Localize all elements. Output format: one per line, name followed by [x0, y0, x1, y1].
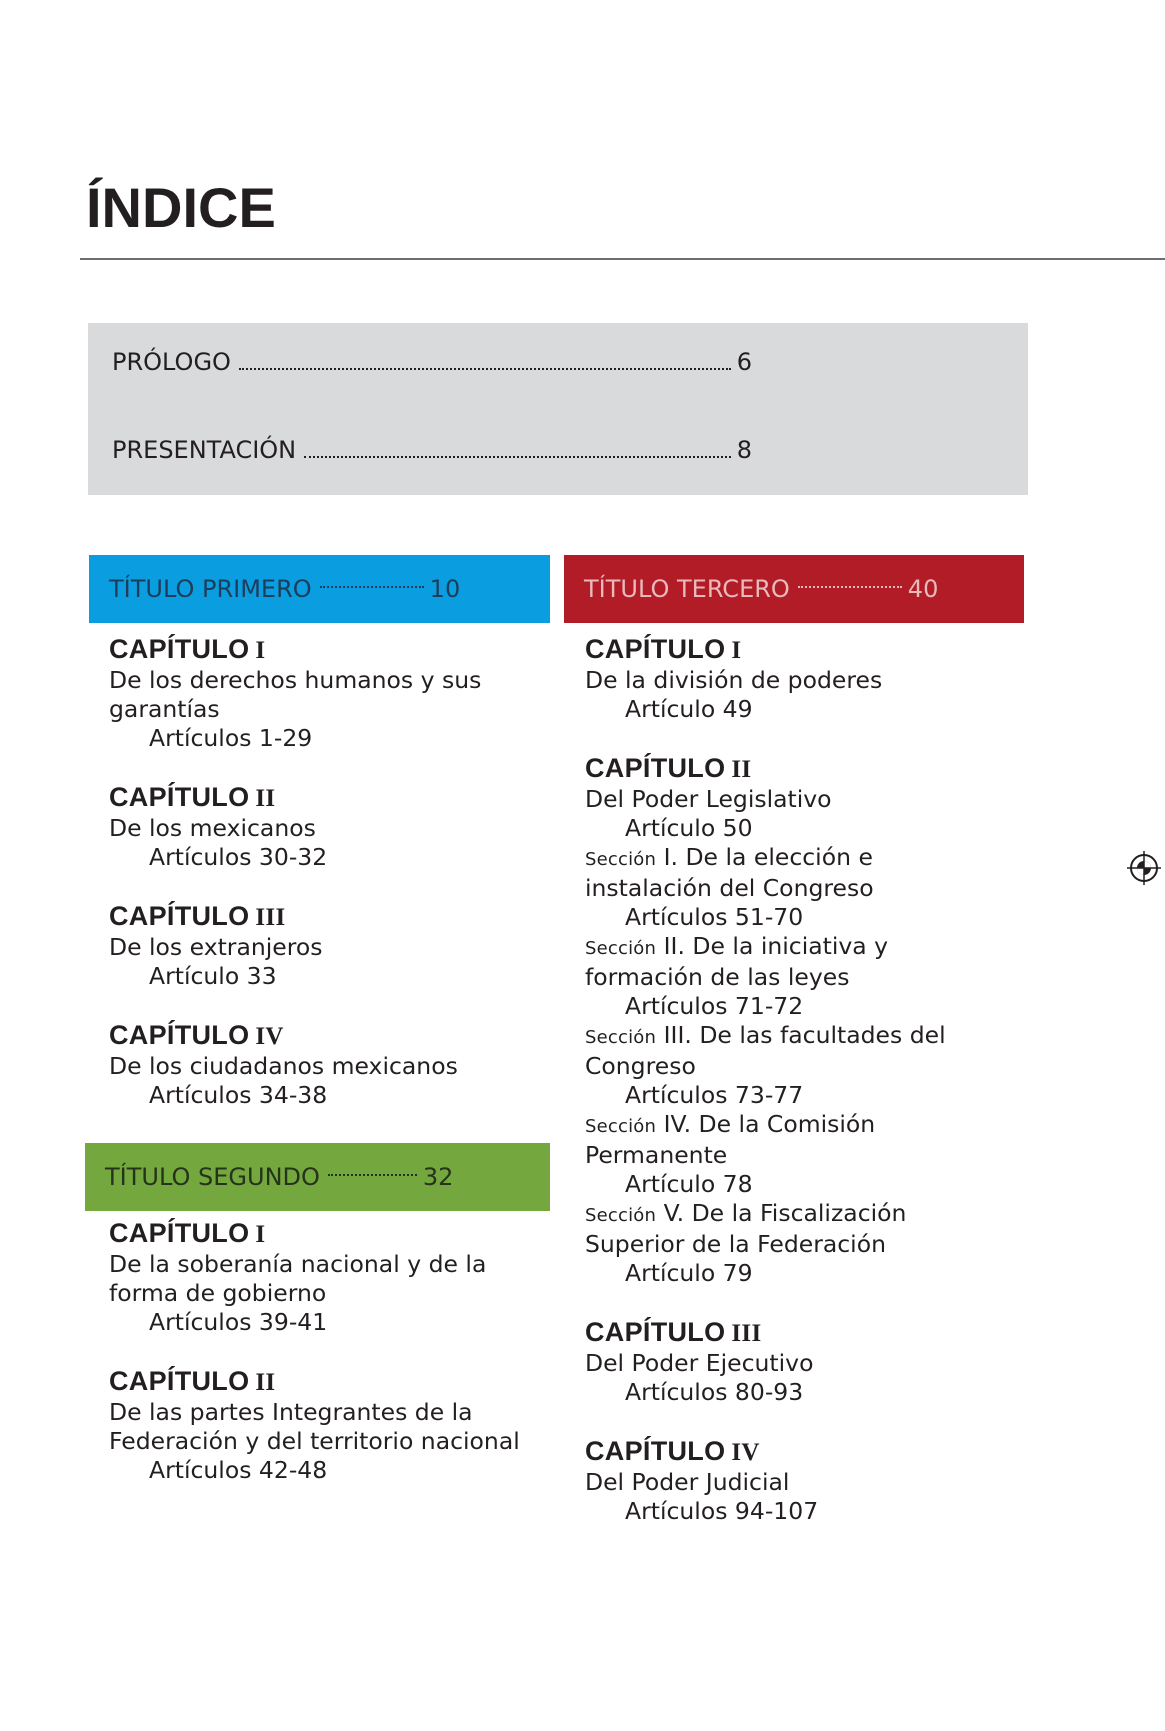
title-band-label: TÍTULO PRIMERO [109, 575, 312, 603]
toc-entry-prologo[interactable] [112, 348, 752, 376]
chapter-title: Del Poder Ejecutivo [585, 1349, 814, 1377]
front-matter-box [88, 323, 1028, 495]
chapter-title: Del Poder Legislativo [585, 785, 832, 813]
article-range: Artículos 42-48 [149, 1456, 328, 1484]
chapter-heading: CAPÍTULO IV [109, 1020, 284, 1050]
chapter-entry[interactable] [109, 1218, 559, 1337]
title-band-tercero[interactable] [564, 555, 1024, 623]
chapter-entry[interactable] [109, 1366, 559, 1485]
article-range: Artículos 30-32 [149, 843, 328, 871]
dot-leader [320, 586, 424, 588]
article-range: Artículo 78 [625, 1170, 753, 1198]
toc-entry-page: 6 [736, 348, 752, 376]
chapter-entry[interactable] [109, 901, 549, 991]
titulo-tercero-chapters [585, 634, 1025, 1555]
dot-leader [239, 368, 731, 370]
section-title: Sección I. De la elección e [585, 843, 873, 871]
chapter-heading: CAPÍTULO I [109, 634, 266, 664]
article-range: Artículos 39-41 [149, 1308, 328, 1336]
toc-entry-label: PRÓLOGO [112, 348, 231, 376]
article-range: Artículos 51-70 [625, 903, 804, 931]
chapter-title: De la división de poderes [585, 666, 883, 694]
article-range: Artículos 73-77 [625, 1081, 804, 1109]
chapter-entry[interactable] [585, 1436, 1025, 1526]
title-band-segundo[interactable] [85, 1143, 550, 1211]
chapter-heading: CAPÍTULO II [585, 753, 752, 783]
section-title: formación de las leyes [585, 963, 850, 991]
title-band-page: 32 [422, 1163, 454, 1191]
chapter-title: Federación y del territorio nacional [109, 1427, 520, 1455]
title-band-primero[interactable] [89, 555, 550, 623]
article-range: Artículos 34-38 [149, 1081, 328, 1109]
dot-leader [798, 586, 902, 588]
dot-leader [328, 1174, 417, 1176]
chapter-heading: CAPÍTULO III [109, 901, 286, 931]
chapter-entry[interactable] [109, 634, 549, 753]
titulo-primero-chapters [109, 634, 549, 1139]
chapter-heading: CAPÍTULO III [585, 1317, 762, 1347]
toc-entry-presentacion[interactable] [112, 436, 752, 464]
section-title: Superior de la Federación [585, 1230, 886, 1258]
article-range: Artículo 79 [625, 1259, 753, 1287]
article-range: Artículo 50 [625, 814, 753, 842]
dot-leader [304, 456, 731, 458]
chapter-heading: CAPÍTULO II [109, 1366, 276, 1396]
chapter-entry[interactable] [109, 1020, 549, 1110]
registration-mark-icon [1126, 850, 1162, 886]
title-band-page: 10 [429, 575, 461, 603]
article-range: Artículos 1-29 [149, 724, 313, 752]
chapter-heading: CAPÍTULO IV [585, 1436, 760, 1466]
chapter-title: De los ciudadanos mexicanos [109, 1052, 458, 1080]
chapter-title: Del Poder Judicial [585, 1468, 790, 1496]
title-divider [80, 258, 1165, 260]
section-title: instalación del Congreso [585, 874, 874, 902]
title-band-page: 40 [907, 575, 939, 603]
title-band-label: TÍTULO SEGUNDO [105, 1163, 320, 1191]
article-range: Artículos 94-107 [625, 1497, 819, 1525]
section-title: Sección IV. De la Comisión [585, 1110, 876, 1138]
section-entry[interactable] [585, 843, 1025, 932]
chapter-heading: CAPÍTULO I [585, 634, 742, 664]
section-entry[interactable] [585, 1021, 1025, 1110]
article-range: Artículos 71-72 [625, 992, 804, 1020]
chapter-entry[interactable] [585, 634, 1025, 724]
chapter-title: garantías [109, 695, 220, 723]
page-title: ÍNDICE [86, 176, 276, 239]
section-title: Permanente [585, 1141, 728, 1169]
section-title: Sección III. De las facultades del [585, 1021, 946, 1049]
chapter-title: forma de gobierno [109, 1279, 327, 1307]
title-band-label: TÍTULO TERCERO [584, 575, 790, 603]
chapter-heading: CAPÍTULO II [109, 782, 276, 812]
chapter-title: De los extranjeros [109, 933, 323, 961]
chapter-entry[interactable] [109, 782, 549, 872]
article-range: Artículos 80-93 [625, 1378, 804, 1406]
chapter-title: De los mexicanos [109, 814, 316, 842]
toc-entry-label: PRESENTACIÓN [112, 436, 297, 464]
section-entry[interactable] [585, 1199, 1025, 1288]
chapter-entry[interactable] [585, 1317, 1025, 1407]
section-entry[interactable] [585, 1110, 1025, 1199]
section-title: Sección V. De la Fiscalización [585, 1199, 907, 1227]
section-entry[interactable] [585, 932, 1025, 1021]
chapter-heading: CAPÍTULO I [109, 1218, 266, 1248]
toc-entry-page: 8 [736, 436, 752, 464]
section-title: Sección II. De la iniciativa y [585, 932, 889, 960]
titulo-segundo-chapters [109, 1218, 559, 1514]
article-range: Artículo 49 [625, 695, 753, 723]
chapter-title: De las partes Integrantes de la [109, 1398, 473, 1426]
chapter-title: De la soberanía nacional y de la [109, 1250, 487, 1278]
article-range: Artículo 33 [149, 962, 277, 990]
section-title: Congreso [585, 1052, 696, 1080]
chapter-title: De los derechos humanos y sus [109, 666, 482, 694]
chapter-entry[interactable] [585, 753, 1025, 1288]
